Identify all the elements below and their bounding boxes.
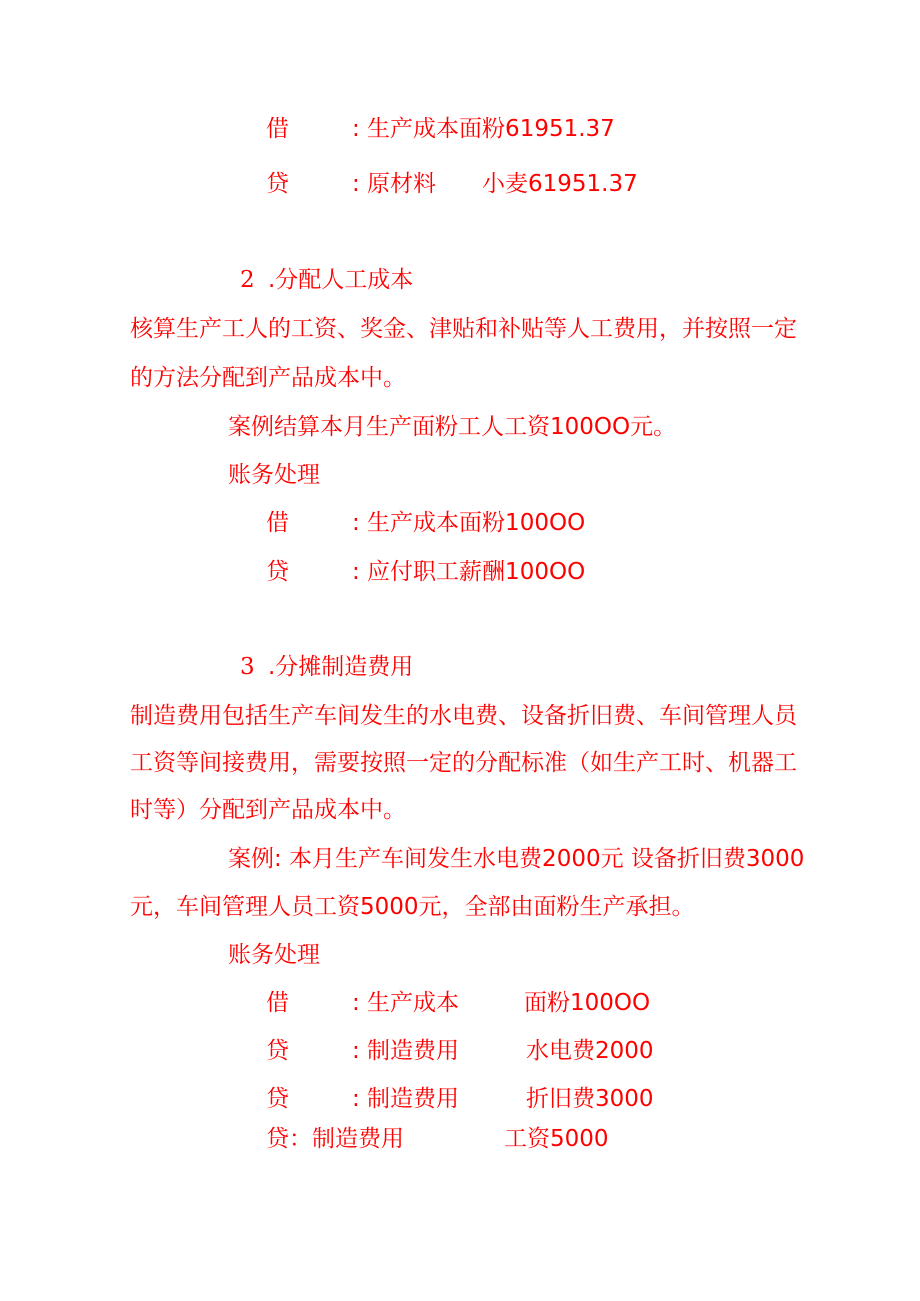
entry-account: 贷：制造费用 <box>266 1126 404 1152</box>
heading-number: 3 <box>240 654 255 680</box>
section2-treatment: 账务处理 <box>228 462 320 488</box>
entry-credit-3a <box>266 1036 654 1066</box>
debit-text: : 生产成本面粉61951.37 <box>352 116 615 142</box>
entry-account: : 制造费用 <box>352 1038 460 1064</box>
entry-credit-3c <box>266 1124 609 1154</box>
entry-debit-3 <box>266 988 651 1018</box>
entry-debit-1 <box>266 114 615 144</box>
section2-heading <box>240 265 414 295</box>
section3-treatment: 账务处理 <box>228 942 320 968</box>
entry-label: 借 <box>266 990 289 1016</box>
entry-label: 贷 <box>266 1086 289 1112</box>
section3-desc-line2: 工资等间接费用，需要按照一定的分配标准（如生产工时、机器工 <box>130 750 797 776</box>
section3-desc-line1: 制造费用包括生产车间发生的水电费、设备折旧费、车间管理人员 <box>130 703 797 729</box>
entry-credit-2 <box>266 557 586 587</box>
section3-case-line1: 案例: 本月生产车间发生水电费2000元 设备折旧费3000 <box>228 846 805 872</box>
section3-case-line2: 元，车间管理人员工资5000元，全部由面粉生产承担。 <box>130 894 695 920</box>
section2-case: 案例结算本月生产面粉工人工资100OO元。 <box>228 414 677 440</box>
debit-label: 借 <box>266 116 289 142</box>
credit-account: : 原材料 <box>352 171 437 197</box>
entry-detail: 工资5000 <box>504 1126 609 1152</box>
credit-detail: 小麦61951.37 <box>482 171 638 197</box>
entry-credit-1 <box>266 169 638 199</box>
section2-desc-line1: 核算生产工人的工资、奖金、津贴和补贴等人工费用，并按照一定 <box>130 316 797 342</box>
entry-credit-3b <box>266 1084 654 1114</box>
entry-account: : 制造费用 <box>352 1086 460 1112</box>
entry-debit-2 <box>266 508 586 538</box>
credit-label: 贷 <box>266 559 289 585</box>
credit-text: : 应付职工薪酬100OO <box>352 559 586 585</box>
heading-text: .分配人工成本 <box>268 267 414 293</box>
credit-label: 贷 <box>266 171 289 197</box>
heading-text: .分摊制造费用 <box>268 654 414 680</box>
section2-desc-line2: 的方法分配到产品成本中。 <box>130 365 406 391</box>
entry-detail: 面粉100OO <box>524 990 651 1016</box>
entry-label: 贷 <box>266 1038 289 1064</box>
section3-desc-line3: 时等）分配到产品成本中。 <box>130 797 406 823</box>
debit-label: 借 <box>266 510 289 536</box>
entry-detail: 折旧费3000 <box>526 1086 654 1112</box>
debit-text: : 生产成本面粉100OO <box>352 510 586 536</box>
entry-account: : 生产成本 <box>352 990 460 1016</box>
entry-detail: 水电费2000 <box>526 1038 654 1064</box>
section3-heading <box>240 652 414 682</box>
heading-number: 2 <box>240 267 255 293</box>
